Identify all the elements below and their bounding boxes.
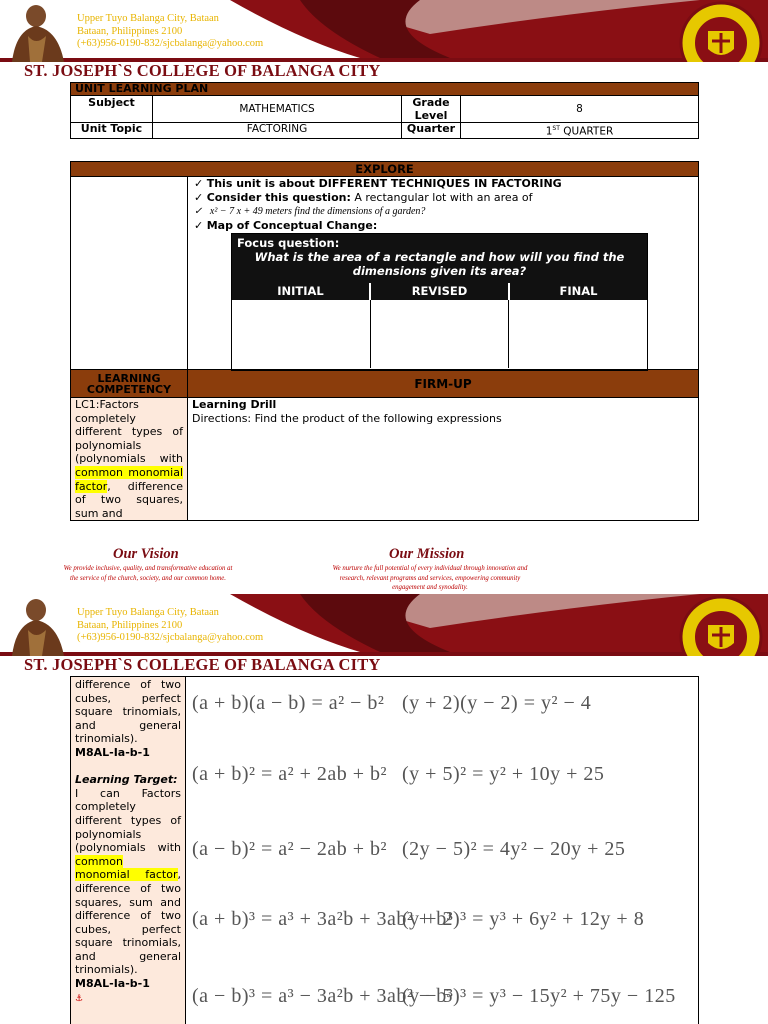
revised-cell: [371, 300, 510, 368]
explore-item-2-text: A rectangular lot with an area of: [350, 191, 533, 204]
address-line-1-page2: Upper Tuyo Balanga City, Bataan: [77, 607, 219, 618]
contact-line-page2: (+63)956-0190-832/sjcbalanga@yahoo.com: [77, 632, 264, 643]
college-seal: [678, 1, 764, 62]
subject-value: MATHEMATICS: [153, 96, 402, 123]
lc-highlight: common monomial factor: [75, 465, 183, 493]
conceptual-change-map: [231, 233, 648, 371]
firm-up-content: [188, 398, 699, 521]
grade-label: Grade Level: [402, 96, 461, 123]
learning-target-highlight: common monomial factor: [75, 854, 178, 882]
learning-competency-header: LEARNING COMPETENCY: [71, 370, 188, 398]
competency-code-1: M8AL-Ia-b-1: [75, 745, 150, 759]
topic-label: Unit Topic: [71, 123, 153, 139]
mission-title: Our Mission: [389, 546, 465, 562]
quarter-value: [461, 123, 699, 139]
subject-label: Subject: [71, 96, 153, 123]
drill-directions: Directions: Find the product of the following expressions: [192, 411, 502, 425]
column-initial: INITIAL: [232, 283, 371, 300]
plan-title: UNIT LEARNING PLAN: [71, 83, 699, 96]
quarter-label: Quarter: [402, 123, 461, 139]
address-line-1: Upper Tuyo Balanga City, Bataan: [77, 13, 219, 24]
grade-value: 8: [461, 96, 699, 123]
header-banner: [0, 0, 768, 62]
mission-text: We nurture the full potential of every individual through innovation and research, relevant programs and services, empowering community engagement and synodality.: [332, 565, 528, 591]
lc-text-end: , difference of two squares, sum and: [75, 479, 183, 520]
vision-title: Our Vision: [113, 546, 179, 562]
explore-item-3-text: x² − 7 x + 49 meters find the dimensions of a garden?: [209, 206, 426, 217]
final-cell: [509, 300, 647, 368]
address-line-2: Bataan, Philippines 2100: [77, 25, 183, 37]
drill-title: Learning Drill: [192, 398, 277, 411]
learning-target-title: Learning Target:: [75, 773, 178, 787]
lc-text: LC1:Factors completely different types of polynomials (polynomials with: [75, 398, 183, 466]
explore-item-1-text: This unit is about DIFFERENT TECHNIQUES IN FACTORING: [206, 177, 562, 190]
formula-left-2: (a + b)² = a² + 2ab + b²: [192, 763, 388, 785]
explore-item-1: ✓ This unit is about DIFFERENT TECHNIQUES IN FACTORING: [194, 177, 562, 190]
competency-code-2: M8AL-Ia-b-1: [75, 977, 150, 991]
explore-left-cell: [71, 177, 188, 370]
saint-joseph-image: [2, 2, 70, 62]
header-banner-page2: [0, 594, 768, 656]
learning-target-text-end: , difference of two squares, sum and difference of two cubes, perfect square trinomials, and general trinomials).: [75, 868, 181, 977]
formula-right-1: (y + 2)(y − 2) = y² − 4: [402, 692, 592, 714]
unit-learning-plan-table: [70, 82, 699, 139]
formula-right-5: (y − 5)³ = y³ − 15y² + 75y − 125: [402, 985, 676, 1007]
firm-up-header: FIRM-UP: [188, 370, 699, 398]
formula-left-5: (a − b)³ = a³ − 3a²b + 3ab² − b³: [192, 985, 454, 1007]
explore-item-4: ✓ Map of Conceptual Change:: [194, 219, 378, 232]
explore-item-2: ✓ Consider this question: A rectangular lot with an area of: [194, 191, 533, 204]
column-final: FINAL: [559, 284, 598, 298]
quarter-text: QUARTER: [559, 125, 614, 138]
formula-left-1: (a + b)(a − b) = a² − b²: [192, 692, 385, 714]
saint-joseph-image-page2: [2, 596, 70, 656]
contact-line: (+63)956-0190-832/sjcbalanga@yahoo.com: [77, 38, 264, 49]
vision-text: We provide inclusive, quality, and transformative education at the service of the church, society, and our common home.: [63, 565, 233, 582]
conceptual-body: [232, 300, 647, 368]
address-block: [77, 13, 263, 51]
formula-left-3: (a − b)² = a² − 2ab + b²: [192, 838, 388, 860]
learning-competency-cell: [71, 398, 188, 521]
address-block-page2: [77, 607, 263, 645]
address-line-2-page2: Bataan, Philippines 2100: [77, 619, 183, 631]
competency-continued-cell: [70, 676, 186, 1024]
quarter-number: 1: [545, 125, 553, 138]
college-name: ST. JOSEPH`S COLLEGE OF BALANGA CITY: [24, 61, 381, 80]
quarter-suffix: ST: [552, 125, 560, 132]
initial-cell: [232, 300, 371, 368]
formula-right-2: (y + 5)² = y² + 10y + 25: [402, 763, 605, 785]
focus-question: What is the area of a rectangle and how will you find the dimensions given its area?: [254, 250, 625, 278]
focus-label: Focus question:: [237, 236, 340, 250]
formula-right-4: (y + 2)³ = y³ + 6y² + 12y + 8: [402, 908, 645, 930]
conceptual-columns: [232, 283, 647, 300]
learning-target-text: I can Factors completely different types of polynomials (polynomials with: [75, 786, 181, 855]
competency-continued-text: difference of two cubes, perfect square trinomials, and general trinomials).: [75, 678, 181, 746]
college-name-page2: ST. JOSEPH`S COLLEGE OF BALANGA CITY: [24, 655, 381, 674]
explore-item-4-text: Map of Conceptual Change:: [206, 219, 378, 232]
college-seal-page2: [678, 595, 764, 656]
explore-header: EXPLORE: [71, 162, 699, 177]
explore-item-3: ✓ x² − 7 x + 49 meters find the dimensions of a garden?: [194, 206, 426, 217]
formula-right-3: (2y − 5)² = 4y² − 20y + 25: [402, 838, 626, 860]
formula-left-4: (a + b)³ = a³ + 3a²b + 3ab² + b³: [192, 908, 454, 930]
column-revised: REVISED: [371, 283, 510, 300]
topic-value: FACTORING: [153, 123, 402, 139]
explore-item-2-label: Consider this question:: [206, 191, 351, 204]
focus-question-box: [232, 234, 647, 283]
anchor-icon: ⚓: [75, 993, 84, 1004]
